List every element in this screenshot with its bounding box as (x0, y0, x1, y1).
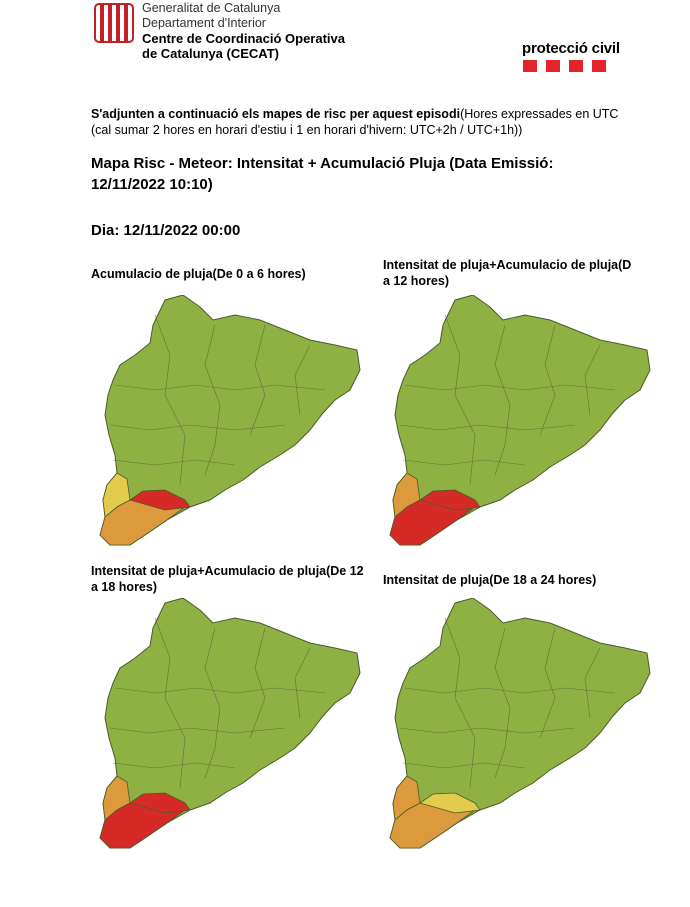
intro-rest: (Hores expressades en UTC (cal sumar 2 hores en horari d'estiu i 1 en horari d'hivern: UTC+2h / UTC+1h)) (91, 107, 619, 137)
gen-line3: Centre de Coordinació Operativa (142, 31, 345, 46)
main-title-line2: 12/11/2022 10:10) (91, 176, 213, 193)
proteccio-civil-logo (522, 40, 642, 72)
intro-bold: S'adjunten a continuació els mapes de risc per aquest episodi (91, 107, 461, 121)
catalonia-risk-map-1 (95, 295, 365, 555)
catalonia-risk-map-4 (385, 598, 655, 858)
pc-squares (522, 60, 642, 72)
generalitat-logo (93, 2, 135, 44)
catalonia-risk-map-2 (385, 295, 655, 555)
map-title-4: Intensitat de pluja(De 18 a 24 hores) (383, 573, 597, 587)
map-title-3: Intensitat de pluja+Acumulacio de pluja(De 12 a 18 hores) (91, 564, 364, 594)
map-title-2: Intensitat de pluja+Acumulacio de pluja(D a 12 hores) (383, 258, 632, 288)
main-title-line1: Mapa Risc - Meteor: Intensitat + Acumulació Pluja (Data Emissió: (91, 155, 554, 172)
generalitat-text (142, 1, 345, 61)
pc-label: protecció civil (522, 40, 620, 57)
gen-line4: de Catalunya (CECAT) (142, 46, 279, 61)
day-heading: Dia: 12/11/2022 00:00 (91, 222, 241, 239)
catalonia-risk-map-3 (95, 598, 365, 858)
intro-paragraph (91, 106, 631, 138)
main-title (91, 153, 611, 195)
gen-line2: Departament d'Interior (142, 16, 266, 30)
map-title-1: Acumulacio de pluja(De 0 a 6 hores) (91, 267, 306, 281)
gen-line1: Generalitat de Catalunya (142, 1, 281, 15)
